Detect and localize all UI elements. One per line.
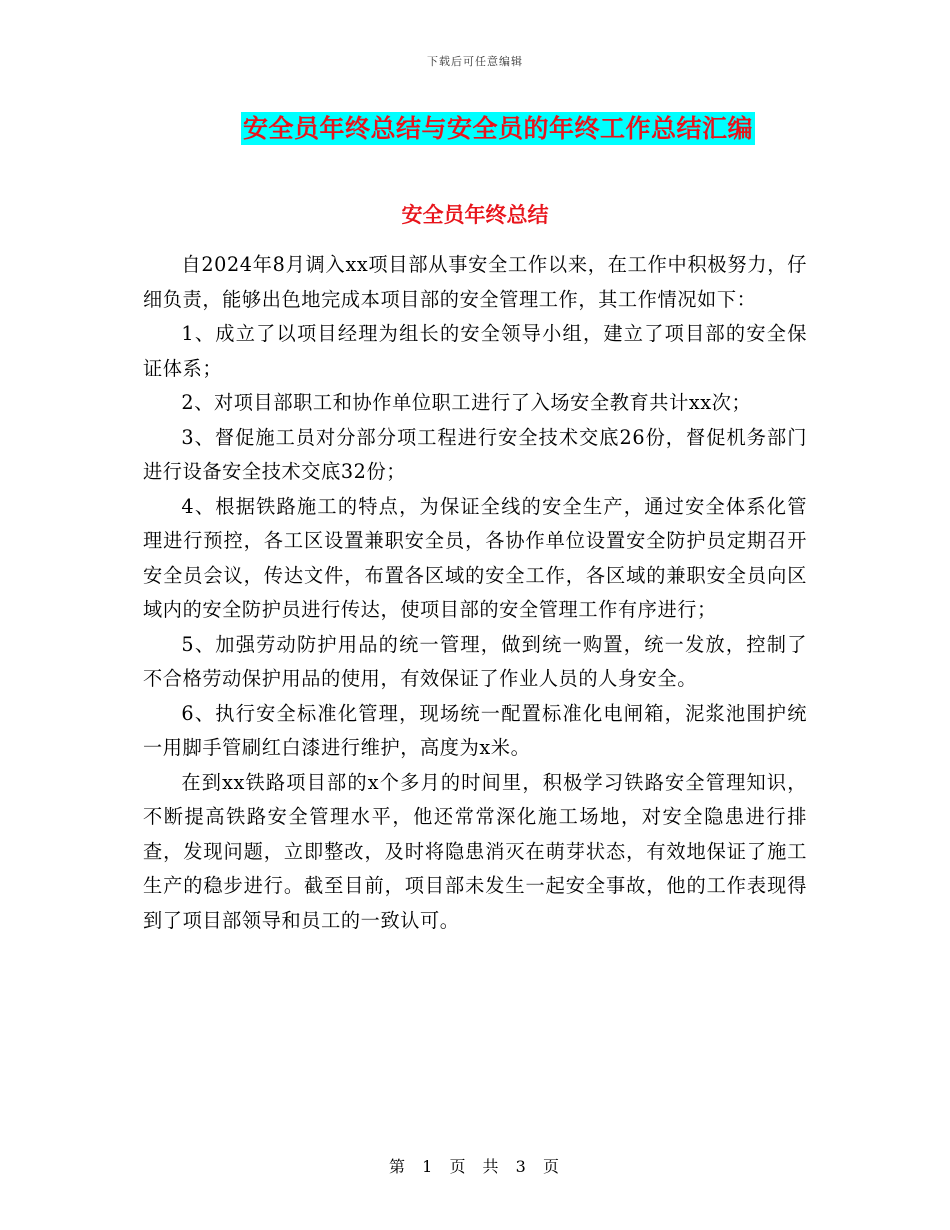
- footer-total-pages: 3: [515, 1157, 528, 1176]
- paragraph: 1、成立了以项目经理为组长的安全领导小组，建立了项目部的安全保证体系；: [143, 322, 807, 380]
- footer-label-di: 第: [389, 1157, 408, 1176]
- footer-label-ye2: 页: [542, 1157, 561, 1176]
- page-footer: [0, 1154, 950, 1177]
- paragraph: 在到xx铁路项目部的x个多月的时间里，积极学习铁路安全管理知识，不断提高铁路安全管理水平，他还常常深化施工场地，对安全隐患进行排查，发现问题，立即整改，及时将隐患消灭在萌芽状态，有效地保证了施工生产的稳步进行。截至目前，项目部未发生一起安全事故，他的工作表现得到了项目部领导和员工的一致认可。: [143, 770, 807, 932]
- paragraph: 6、执行安全标准化管理，现场统一配置标准化电闸箱，泥浆池围护统一用脚手管刷红白漆进行维护，高度为x米。: [143, 701, 807, 759]
- document-title-wrapper: [0, 112, 950, 145]
- document-title: 安全员年终总结与安全员的年终工作总结汇编: [242, 114, 753, 143]
- paragraph: 自2024年8月调入xx项目部从事安全工作以来，在工作中积极努力，仔细负责，能够出色地完成本项目部的安全管理工作，其工作情况如下：: [143, 253, 807, 311]
- paragraph: 3、督促施工员对分部分项工程进行安全技术交底26份，督促机务部门进行设备安全技术交底32份；: [143, 425, 807, 483]
- paragraph: 4、根据铁路施工的特点，为保证全线的安全生产，通过安全体系化管理进行预控，各工区设置兼职安全员，各协作单位设置安全防护员定期召开安全员会议，传达文件，布置各区域的安全工作，各区域的兼职安全员向区域内的安全防护员进行传达，使项目部的安全管理工作有序进行；: [143, 494, 807, 621]
- header-note: 下载后可任意编辑: [427, 55, 523, 68]
- footer-label-ye: 页: [449, 1157, 468, 1176]
- paragraph: 5、加强劳动防护用品的统一管理，做到统一购置，统一发放，控制了不合格劳动保护用品的使用，有效保证了作业人员的人身安全。: [143, 632, 807, 690]
- paragraph: 2、对项目部职工和协作单位职工进行了入场安全教育共计xx次；: [181, 391, 752, 414]
- footer-label-gong: 共: [482, 1157, 501, 1176]
- document-body: [143, 248, 807, 938]
- section-title: 安全员年终总结: [401, 203, 549, 227]
- footer-current-page: 1: [422, 1157, 435, 1176]
